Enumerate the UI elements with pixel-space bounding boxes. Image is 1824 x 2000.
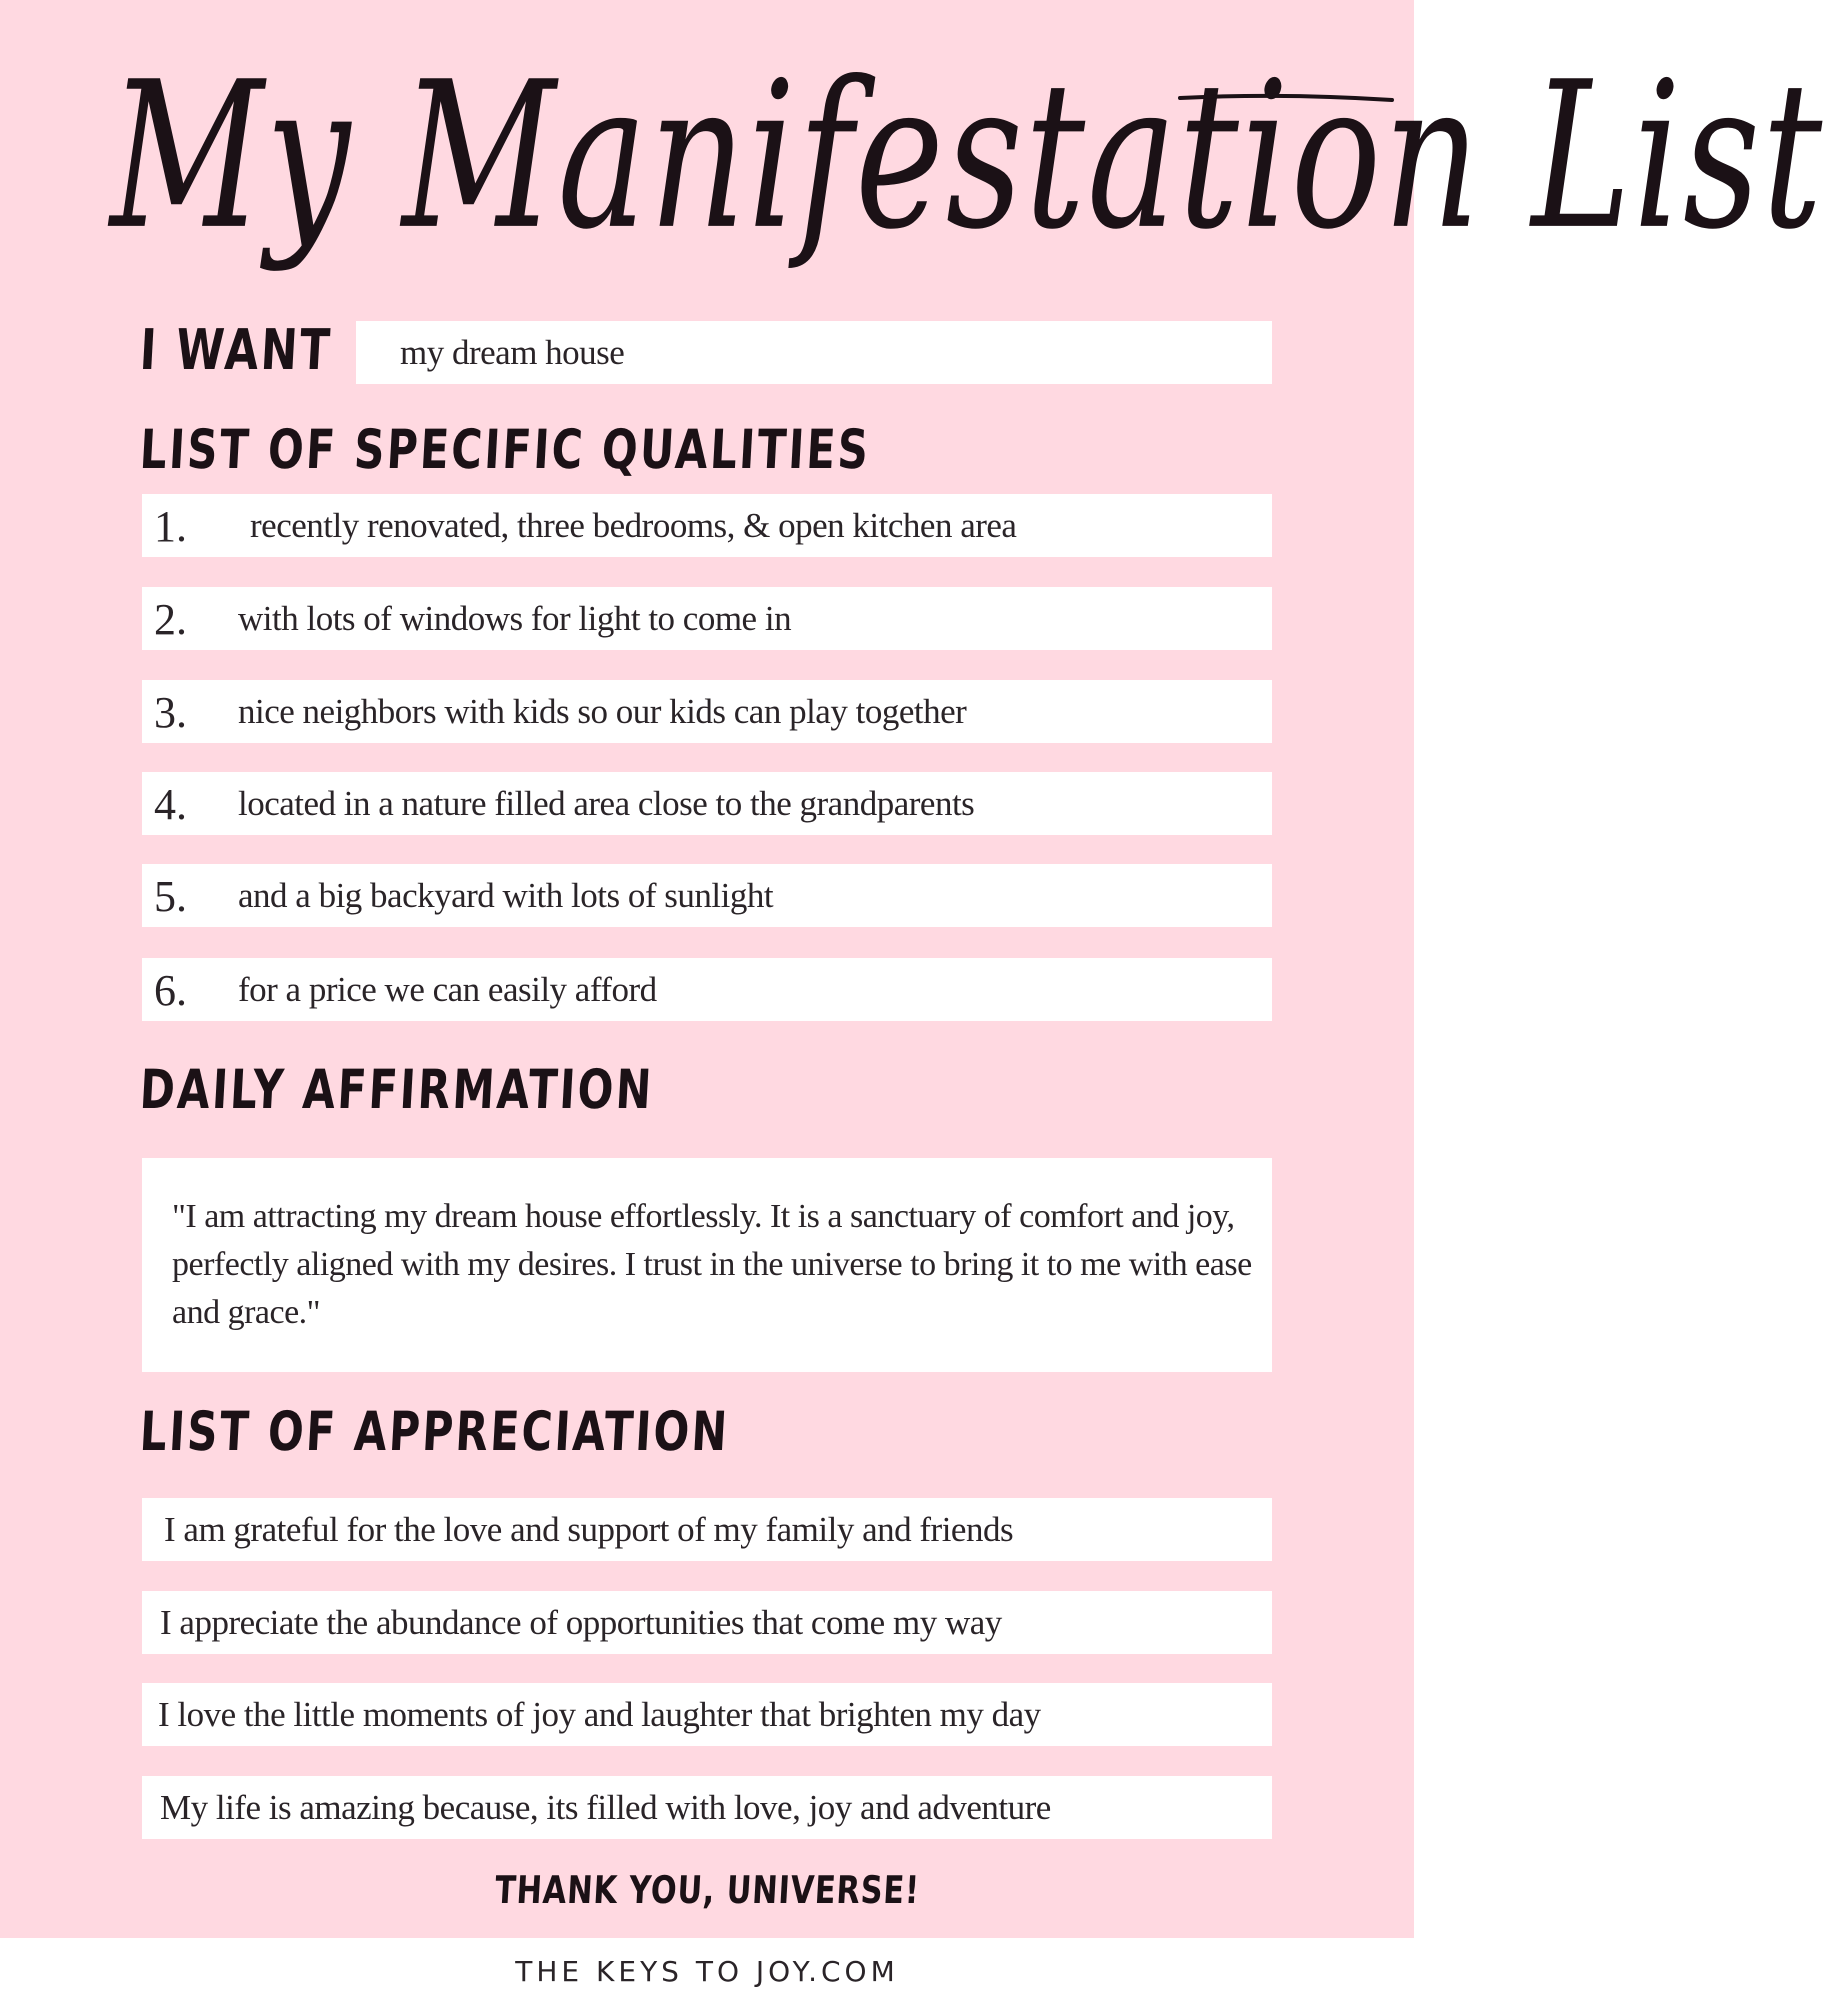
closing-text [0,1862,1414,1918]
affirmation-heading: DAILY AFFIRMATION [138,1058,656,1121]
want-field[interactable] [356,321,1272,384]
appreciation-row-3[interactable] [142,1683,1272,1746]
appreciation-text: I am grateful for the love and support of my family and friends [164,1510,1014,1549]
quality-text: recently renovated, three bedrooms, & open kitchen area [250,506,1017,545]
appreciation-row-1[interactable] [142,1498,1272,1561]
quality-number: 3. [154,688,187,737]
affirmation-text: "I am attracting my dream house effortlessly. It is a sanctuary of comfort and joy, perfectly aligned with my desires. I trust in the universe to bring it to me with ease and grace." [172,1198,1252,1331]
qualities-heading: LIST OF SPECIFIC QUALITIES [138,418,872,481]
page-title: My Manifestation List [110,39,1824,275]
appreciation-row-4[interactable] [142,1776,1272,1839]
quality-text: nice neighbors with kids so our kids can play together [238,692,967,731]
footer-site-name: THE KEYS TO JOY.COM [515,1955,899,1988]
quality-text: for a price we can easily afford [238,970,657,1009]
quality-number: 2. [154,595,187,644]
appreciation-text: I love the little moments of joy and laughter that brighten my day [158,1695,1041,1734]
appreciation-text: I appreciate the abundance of opportunities that come my way [160,1603,1002,1642]
quality-number: 4. [154,780,187,829]
want-label: I WANT [138,318,334,383]
quality-row-3[interactable] [142,680,1272,743]
quality-row-5[interactable] [142,864,1272,927]
appreciation-row-2[interactable] [142,1591,1272,1654]
closing-label: THANK YOU, UNIVERSE! [493,1868,921,1912]
quality-number: 5. [154,872,187,921]
quality-row-1[interactable] [142,494,1272,557]
appreciation-heading: LIST OF APPRECIATION [138,1400,731,1463]
quality-row-4[interactable] [142,772,1272,835]
quality-number: 1. [154,502,187,551]
want-value: my dream house [400,333,625,372]
quality-text: and a big backyard with lots of sunlight [238,876,774,915]
quality-text: located in a nature filled area close to the grandparents [238,784,975,823]
quality-text: with lots of windows for light to come in [238,599,792,638]
appreciation-text: My life is amazing because, its filled with love, joy and adventure [160,1788,1051,1827]
quality-row-6[interactable] [142,958,1272,1021]
affirmation-box[interactable] [142,1158,1272,1372]
quality-number: 6. [154,966,187,1015]
quality-row-2[interactable] [142,587,1272,650]
